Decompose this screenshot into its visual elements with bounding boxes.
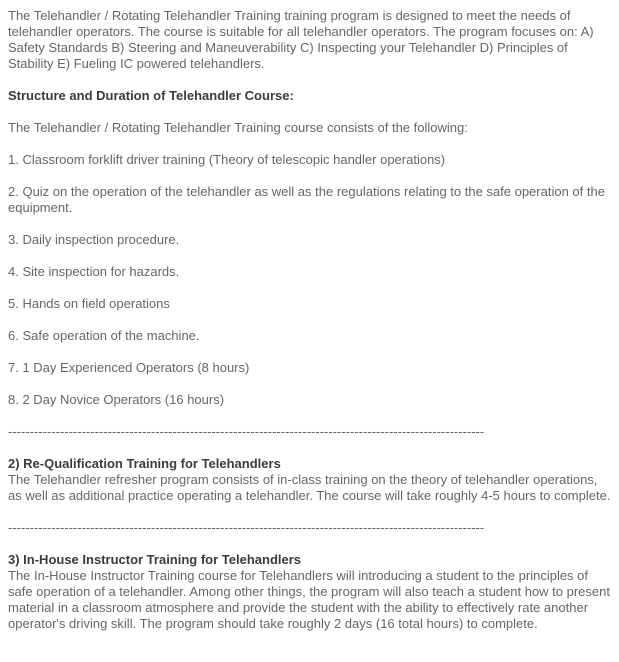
requalification-body: The Telehandler refresher program consists of in-class training on the theory of telehandler operations, as well as additional practice operating a telehandler. The course will take roughly 4-5 hours to complete. <box>8 472 611 503</box>
intro-paragraph: The Telehandler / Rotating Telehandler Training training program is designed to meet the needs of telehandler operators. The course is suitable for all telehandler operators. The program focuses on: A) Safety Standards B) Steering and Maneuverability C) Inspecting your Telehandler D) Principles of Stability E) Fueling IC powered telehandlers. <box>8 8 594 71</box>
course-intro-paragraph: The Telehandler / Rotating Telehandler Training course consists of the following: <box>8 120 468 135</box>
instructor-training-heading: 3) In-House Instructor Training for Telehandlers <box>8 552 302 567</box>
requalification-heading: 2) Re-Qualification Training for Telehandlers <box>8 456 281 471</box>
course-item-4: 4. Site inspection for hazards. <box>8 264 180 279</box>
course-item-2: 2. Quiz on the operation of the telehandler as well as the regulations relating to the safe operation of the equipment. <box>8 184 605 215</box>
instructor-training-section <box>8 552 611 632</box>
dashed-separator: -------------------------------------------------------------------------------------------------------------- <box>8 424 485 439</box>
instructor-training-body: The In-House Instructor Training course for Telehandlers will introducing a student to the principles of safe operation of a telehandler. Among other things, the program will also teach a student how to present material in a classroom atmosphere and provide the student with the ability to effectively rate another operator's driving skill. The program should take roughly 2 days (16 total hours) to complete. <box>8 568 610 631</box>
requalification-section <box>8 456 611 504</box>
course-item-5: 5. Hands on field operations <box>8 296 170 311</box>
course-item-3: 3. Daily inspection procedure. <box>8 232 180 247</box>
course-item-1: 1. Classroom forklift driver training (Theory of telescopic handler operations) <box>8 152 446 167</box>
dashed-separator: -------------------------------------------------------------------------------------------------------------- <box>8 520 485 535</box>
course-item-8: 8. 2 Day Novice Operators (16 hours) <box>8 392 225 407</box>
structure-duration-heading: Structure and Duration of Telehandler Course: <box>8 88 294 103</box>
course-item-7: 7. 1 Day Experienced Operators (8 hours) <box>8 360 250 375</box>
course-item-6: 6. Safe operation of the machine. <box>8 328 200 343</box>
